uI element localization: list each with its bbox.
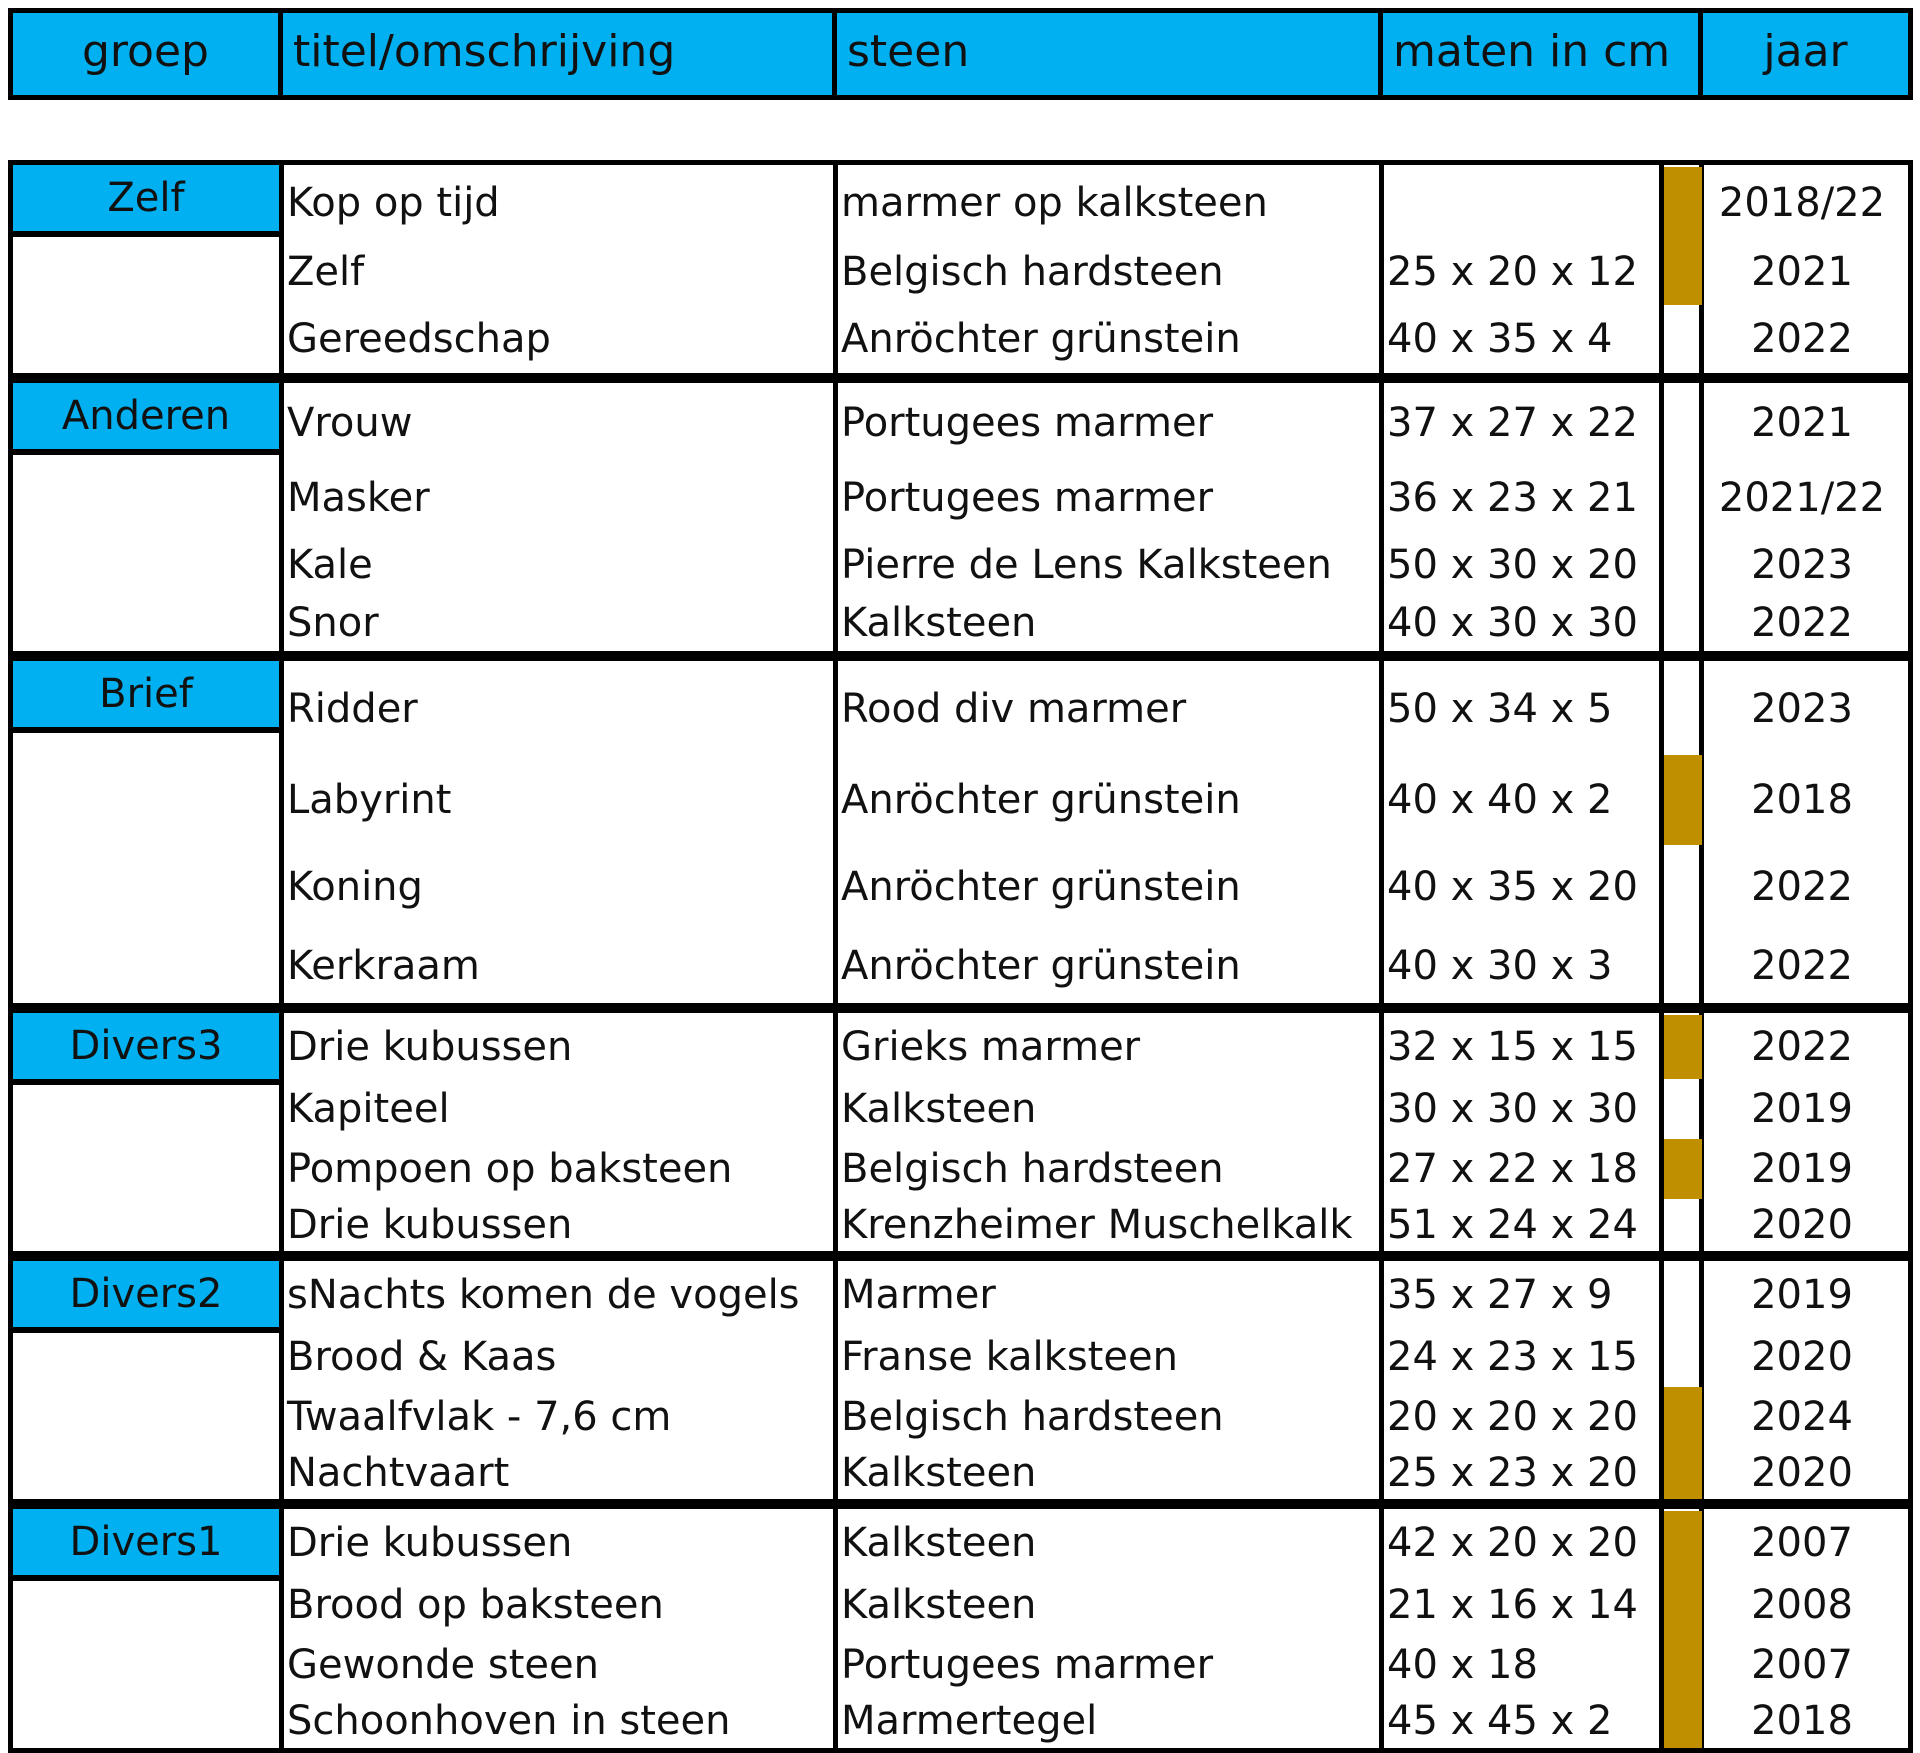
cell-maten: 24 x 23 x 15 <box>1387 1334 1638 1380</box>
group-label: Anderen <box>13 383 279 455</box>
cell-maten: 36 x 23 x 21 <box>1387 475 1638 521</box>
cell-maten: 35 x 27 x 9 <box>1387 1272 1613 1318</box>
cell-jaar: 2020 <box>1751 1450 1853 1496</box>
cell-jaar: 2007 <box>1751 1642 1853 1688</box>
cell-steen: Rood div marmer <box>841 686 1187 732</box>
cell-steen: Marmertegel <box>841 1698 1098 1744</box>
cell-titel: Schoonhoven in steen <box>287 1698 731 1744</box>
table-header <box>8 8 1913 100</box>
table-row <box>13 1263 1908 1327</box>
cell-jaar: 2020 <box>1751 1202 1853 1248</box>
group-block <box>8 160 1913 378</box>
cell-jaar: 2018/22 <box>1718 180 1886 226</box>
cell-maten: 42 x 20 x 20 <box>1387 1520 1638 1566</box>
cell-titel: Snor <box>287 600 379 646</box>
cell-steen: Portugees marmer <box>841 1642 1214 1688</box>
cell-titel: Nachtvaart <box>287 1450 510 1496</box>
cell-titel: Twaalfvlak - 7,6 cm <box>287 1394 672 1440</box>
table-row <box>13 1635 1908 1695</box>
cell-jaar: 2018 <box>1751 1698 1853 1744</box>
cell-titel: Kerkraam <box>287 943 480 989</box>
group-block <box>8 1256 1913 1504</box>
cell-maten: 51 x 24 x 24 <box>1387 1202 1638 1248</box>
cell-steen: Kalksteen <box>841 1520 1037 1566</box>
cell-jaar: 2019 <box>1751 1146 1853 1192</box>
cell-jaar: 2023 <box>1751 542 1853 588</box>
cell-maten: 40 x 40 x 2 <box>1387 777 1613 823</box>
table-row <box>13 535 1908 595</box>
group-block <box>8 1504 1913 1753</box>
cell-titel: Drie kubussen <box>287 1202 573 1248</box>
group-block <box>8 378 1913 656</box>
table-row <box>13 385 1908 461</box>
table-row <box>13 663 1908 755</box>
table-row <box>13 1447 1908 1499</box>
table-row <box>13 305 1908 373</box>
cell-maten: 25 x 20 x 12 <box>1387 249 1638 295</box>
cell-steen: Pierre de Lens Kalksteen <box>841 542 1332 588</box>
group-block <box>8 1008 1913 1256</box>
cell-steen: Anröchter grünstein <box>841 943 1241 989</box>
cell-maten: 30 x 30 x 30 <box>1387 1086 1638 1132</box>
group-label: Brief <box>13 661 279 733</box>
cell-steen: Portugees marmer <box>841 475 1214 521</box>
cell-jaar: 2007 <box>1751 1520 1853 1566</box>
table-row <box>13 929 1908 1003</box>
table-row <box>13 755 1908 845</box>
cell-maten: 37 x 27 x 22 <box>1387 400 1638 446</box>
cell-steen: Kalksteen <box>841 1086 1037 1132</box>
table-row <box>13 1511 1908 1575</box>
cell-titel: Zelf <box>287 249 365 295</box>
header-titel: titel/omschrijving <box>278 8 832 100</box>
cell-steen: Anröchter grünstein <box>841 864 1241 910</box>
cell-steen: Anröchter grünstein <box>841 777 1241 823</box>
table-row <box>13 1199 1908 1251</box>
cell-jaar: 2022 <box>1751 864 1853 910</box>
cell-titel: Drie kubussen <box>287 1024 573 1070</box>
header-maten: maten in cm <box>1378 8 1698 100</box>
table-row <box>13 167 1908 239</box>
table-row <box>13 595 1908 651</box>
cell-maten: 40 x 35 x 4 <box>1387 316 1613 362</box>
cell-steen: Krenzheimer Muschelkalk <box>841 1202 1353 1248</box>
cell-jaar: 2020 <box>1751 1334 1853 1380</box>
cell-titel: Gereedschap <box>287 316 551 362</box>
cell-maten: 50 x 30 x 20 <box>1387 542 1638 588</box>
cell-maten: 40 x 18 <box>1387 1642 1538 1688</box>
cell-titel: Pompoen op baksteen <box>287 1146 733 1192</box>
cell-jaar: 2008 <box>1751 1582 1853 1628</box>
cell-titel: Kale <box>287 542 373 588</box>
table-row <box>13 845 1908 929</box>
group-label: Divers1 <box>13 1509 279 1581</box>
cell-steen: marmer op kalksteen <box>841 180 1268 226</box>
cell-maten: 40 x 35 x 20 <box>1387 864 1638 910</box>
table-row <box>13 1575 1908 1635</box>
cell-maten: 45 x 45 x 2 <box>1387 1698 1613 1744</box>
cell-titel: Gewonde steen <box>287 1642 599 1688</box>
cell-jaar: 2022 <box>1751 1024 1853 1070</box>
header-jaar: jaar <box>1698 8 1913 100</box>
cell-steen: Belgisch hardsteen <box>841 1146 1224 1192</box>
table-row <box>13 1079 1908 1139</box>
cell-steen: Kalksteen <box>841 1582 1037 1628</box>
cell-jaar: 2022 <box>1751 316 1853 362</box>
cell-maten: 32 x 15 x 15 <box>1387 1024 1638 1070</box>
cell-jaar: 2021 <box>1751 249 1853 295</box>
cell-titel: Masker <box>287 475 430 521</box>
cell-steen: Franse kalksteen <box>841 1334 1178 1380</box>
table-row <box>13 1015 1908 1079</box>
group-block <box>8 656 1913 1008</box>
cell-titel: Brood op baksteen <box>287 1582 664 1628</box>
cell-maten: 40 x 30 x 3 <box>1387 943 1613 989</box>
cell-jaar: 2019 <box>1751 1086 1853 1132</box>
cell-jaar: 2024 <box>1751 1394 1853 1440</box>
cell-titel: Vrouw <box>287 400 413 446</box>
cell-maten: 25 x 23 x 20 <box>1387 1450 1638 1496</box>
cell-titel: Drie kubussen <box>287 1520 573 1566</box>
cell-titel: Labyrint <box>287 777 452 823</box>
table-row <box>13 239 1908 305</box>
cell-steen: Marmer <box>841 1272 996 1318</box>
cell-jaar: 2022 <box>1751 943 1853 989</box>
cell-titel: Kapiteel <box>287 1086 450 1132</box>
cell-jaar: 2022 <box>1751 600 1853 646</box>
cell-steen: Kalksteen <box>841 1450 1037 1496</box>
table-row <box>13 461 1908 535</box>
cell-steen: Anröchter grünstein <box>841 316 1241 362</box>
cell-titel: Ridder <box>287 686 418 732</box>
cell-steen: Belgisch hardsteen <box>841 1394 1224 1440</box>
cell-titel: sNachts komen de vogels <box>287 1272 800 1318</box>
cell-jaar: 2018 <box>1751 777 1853 823</box>
table-row <box>13 1139 1908 1199</box>
cell-jaar: 2019 <box>1751 1272 1853 1318</box>
cell-jaar: 2021 <box>1751 400 1853 446</box>
cell-jaar: 2023 <box>1751 686 1853 732</box>
table-row <box>13 1695 1908 1748</box>
header-groep: groep <box>8 8 278 100</box>
cell-maten: 20 x 20 x 20 <box>1387 1394 1638 1440</box>
cell-titel: Brood & Kaas <box>287 1334 557 1380</box>
cell-maten: 27 x 22 x 18 <box>1387 1146 1638 1192</box>
cell-maten: 40 x 30 x 30 <box>1387 600 1638 646</box>
cell-steen: Belgisch hardsteen <box>841 249 1224 295</box>
cell-titel: Kop op tijd <box>287 180 500 226</box>
cell-titel: Koning <box>287 864 423 910</box>
cell-maten: 21 x 16 x 14 <box>1387 1582 1638 1628</box>
group-label: Divers3 <box>13 1013 279 1085</box>
table-row <box>13 1387 1908 1447</box>
cell-steen: Grieks marmer <box>841 1024 1141 1070</box>
cell-steen: Kalksteen <box>841 600 1037 646</box>
table-row <box>13 1327 1908 1387</box>
group-label: Zelf <box>13 165 279 237</box>
cell-maten: 50 x 34 x 5 <box>1387 686 1613 732</box>
cell-steen: Portugees marmer <box>841 400 1214 446</box>
header-steen: steen <box>832 8 1378 100</box>
group-label: Divers2 <box>13 1261 279 1333</box>
cell-jaar: 2021/22 <box>1718 475 1886 521</box>
